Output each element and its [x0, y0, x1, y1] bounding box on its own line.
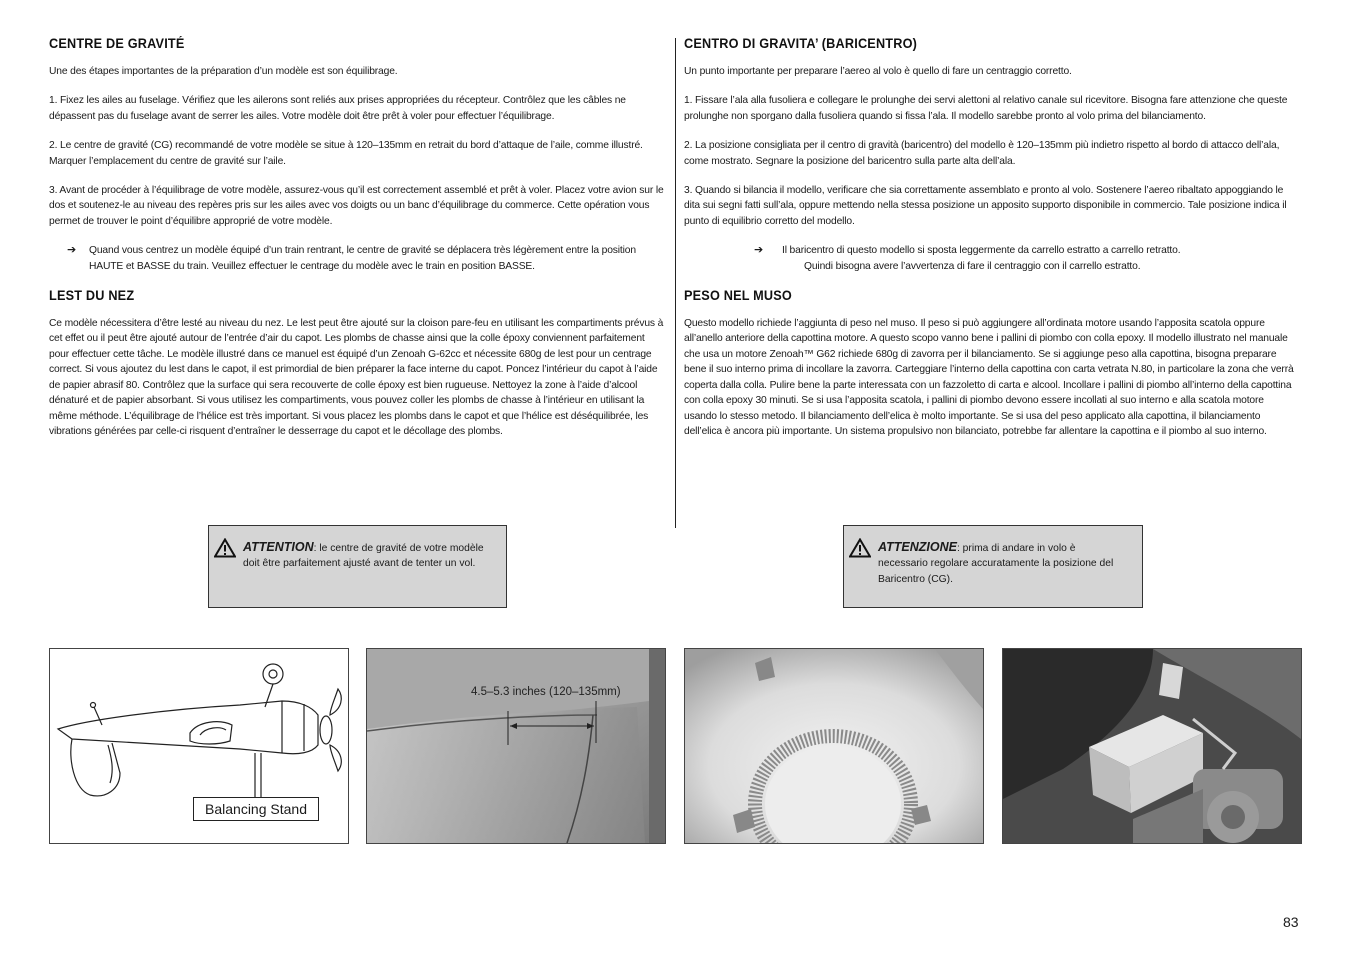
step-1-paragraph: 1. Fixez les ailes au fuselage. Vérifiez que les ailerons sont reliés aux prises appropriées du récepteur. Contrôlez que les câbles ne dépassent pas du fuselage avant de serrer les ailes. Votre modèle doit être prêt à voler pour effectuer l’équilibrage.: [49, 95, 626, 122]
retract-note: [684, 243, 1299, 274]
step-3-paragraph: 3. Avant de procéder à l’équilibrage de votre modèle, assurez-vous qu’il est correctement assemblé et prêt à voler. Placez votre avion sur le dos et soutenez-le au niveau des repères pris sur les ailes avec vos doigts ou un banc d’équilibrage du commerce. Cette opération vous permet de trouver le point d’équilibre approprié de votre modèle.: [49, 185, 664, 227]
retract-note-line-2: Quindi bisogna avere l’avvertenza di fare il centraggio con il carrello estratto.: [804, 260, 1141, 272]
nose-weight-paragraph: Questo modello richiede l’aggiunta di peso nel muso. Il peso si può aggiungere all’ordinata motore usando l’apposita scatola oppure all’anello anteriore della capottina motore. A questo scopo vanno bene i pallini di piombo con colla epoxy. Il modello illustrato nel manuale che usa un motore Zenoah™ G62 richiede 680g di zavorra per il bilanciamento. Se si aggiunge peso alla capottina, bisogna preparare bene il suo interno prima di incollare la zavorra. Carteggiare l’interno della capottina con carta vetrata N.80, in particolare la zona che verrà coperta dalla colla. Pulire bene la parte interessata con un fazzoletto di carta e alcool. Incollare i pallini di piombo all’interno della capottina con colla epoxy 30 minuti. Se si usa l’apposita scatola, i pallini di piombo devono essere incollati al suo interno e alla scatola motore usando lo stesso metodo. Il bilanciamento dell’elica è molto importante. Se si usa del peso applicato alla capottina, il bilanciamento dell’elica è ancora più importante. Un sistema propulsivo non bilanciato, potrebbe far allentare la capottina e il piombo al suo interno.: [684, 318, 1294, 437]
right-column: [684, 36, 1299, 453]
warning-keyword: ATTENZIONE: [878, 540, 957, 554]
warning-text: : le centre de gravité de votre modèle doit être parfaitement ajusté avant de tenter un vol.: [243, 543, 484, 570]
step-3-paragraph: 3. Quando si bilancia il modello, verificare che sia correttamente assemblato e pronto al volo. Sostenere l’aereo ribaltato appoggiando le dita sui segni fatti sull’ala, oppure mettendo nella stessa posizione un apposito supporto disponibile in commercio. Tale posizione indica il punto di equilibrio corretto del modello.: [684, 185, 1287, 227]
warning-box-fr: [208, 525, 507, 608]
warning-keyword: ATTENTION: [243, 540, 314, 554]
retract-note-line-1: Il baricentro di questo modello si sposta leggermente da carrello estratto a carrello retratto.: [782, 245, 1181, 257]
section-title-cg-fr: CENTRE DE GRAVITÉ: [49, 36, 185, 51]
section-title-nose-it: PESO NEL MUSO: [684, 288, 792, 304]
wing-cg-photo: [366, 648, 666, 844]
intro-paragraph: Un punto importante per preparare l’aereo al volo è quello di fare un centraggio corretto.: [684, 66, 1072, 77]
page-number: 83: [1283, 914, 1299, 930]
section-title-cg-it: CENTRO DI GRAVITA’ (BARICENTRO): [684, 36, 918, 51]
step-1-paragraph: 1. Fissare l’ala alla fusoliera e collegare le prolunghe dei servi alettoni al relativo canale sul ricevitore. Bisogna fare attenzione che queste prolunghe non sporgano dalla fusoliera quando si fissa l’ala. Il modello sarebbe pronto al volo prima del bilanciamento.: [684, 95, 1288, 122]
arrow-right-icon: ➔: [67, 244, 77, 257]
nose-weight-paragraph: Ce modèle nécessitera d’être lesté au niveau du nez. Le lest peut être ajouté sur la cloison pare-feu en utilisant les compartiments prévus à cet effet ou il peut être ajouté autour de l’entrée d’air du capot. Les plombs de chasse ainsi que la colle époxy conviennent parfaitement pour effectuer cette tâche. Le modèle illustré dans ce manuel est équipé d’un Zenoah G-62cc et nécessite 680g de lest pour un centrage correct. Si vous ajoutez du lest dans le capot, il est primordial de bien préparer la face interne du capot. Poncez l’intérieur du capot à l’aide de papier abrasif 80. Contrôlez que la surface qui sera recouverte de colle époxy est bien rugueuse. Nettoyez la zone à l’aide d’alcool dénaturé et de papier absorbant. Si vous utilisez les compartiments, vous pouvez coller les plombs de chasse à l’intérieur en utilisant la même méthode. L’équilibrage de l’hélice est très important. Si vous placez les plombs dans le capot et que l’hélice est déséquilibrée, les vibrations générées par celle-ci risquent d’entraîner le desserrage du capot et le décollage des plombs.: [49, 318, 664, 437]
retract-note: [49, 243, 666, 274]
balancing-stand-diagram: [49, 648, 349, 844]
cg-dimension-label: 4.5–5.3 inches (120–135mm): [471, 686, 621, 698]
step-2-paragraph: 2. La posizione consigliata per il centro di gravità (baricentro) del modello è 120–135mm più indietro rispetto al bordo di attacco dell’ala, come mostrato. Segnare la posizione del baricentro sulla parte alta dell’ala.: [684, 140, 1280, 167]
cowl-photo: [685, 649, 983, 843]
warning-triangle-icon: [214, 538, 236, 558]
cowl-lead-shot-photo: [684, 648, 984, 844]
column-divider: [675, 38, 676, 528]
warning-box-it: [843, 525, 1143, 608]
balancing-stand-label: Balancing Stand: [193, 797, 319, 821]
intro-paragraph: Une des étapes importantes de la préparation d’un modèle est son équilibrage.: [49, 66, 398, 77]
engine-photo: [1003, 649, 1301, 843]
wing-photo: [367, 649, 665, 843]
arrow-right-icon: ➔: [754, 244, 764, 257]
retract-note-text: Quand vous centrez un modèle équipé d’un train rentrant, le centre de gravité se déplacera très légèrement entre la position HAUTE et BASSE du train. Veuillez effectuer le centrage du modèle avec le train en position BASSE.: [89, 245, 636, 272]
engine-weight-box-photo: [1002, 648, 1302, 844]
left-column: [49, 36, 666, 453]
warning-text: : prima di andare in volo è necessario regolare accuratamente la posizione del Baricentro (CG).: [878, 543, 1114, 585]
section-title-nose-fr: LEST DU NEZ: [49, 288, 135, 304]
step-2-paragraph: 2. Le centre de gravité (CG) recommandé de votre modèle se situe à 120–135mm en retrait du bord d’attaque de l’aile, comme illustré. Marquer l’emplacement du centre de gravité sur l’aile.: [49, 140, 643, 167]
warning-triangle-icon: [849, 538, 871, 558]
